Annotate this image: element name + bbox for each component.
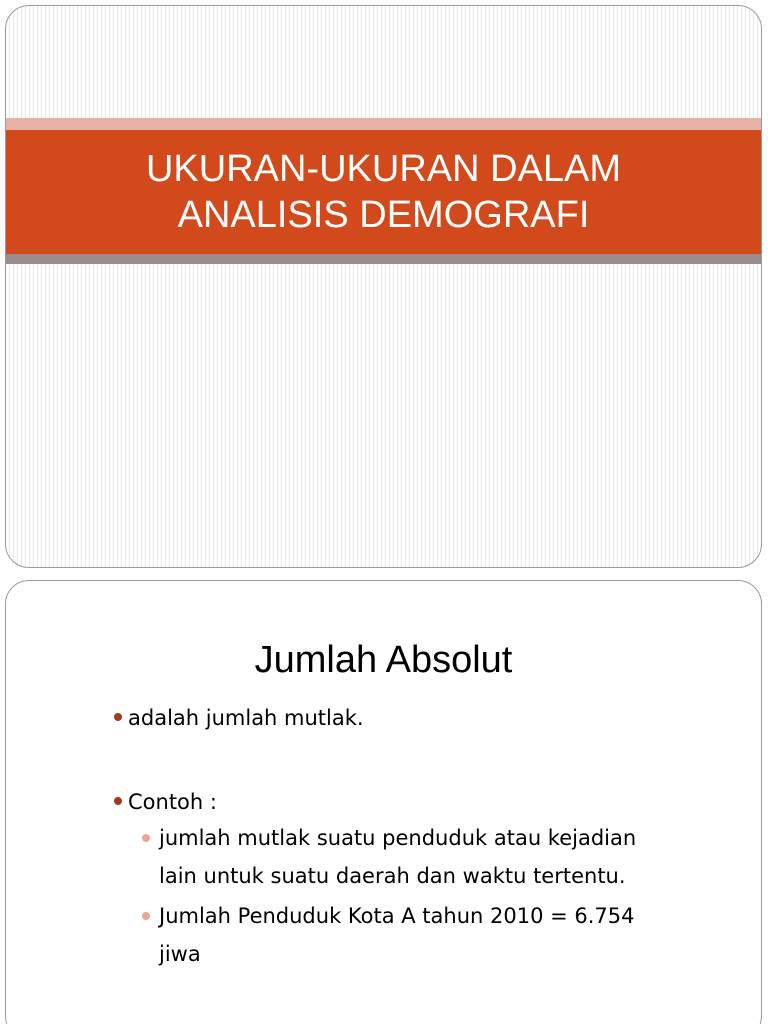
sub-bullet-text-line2: lain untuk suatu daerah dan waktu tertentu. (159, 864, 626, 888)
bullet-item (114, 787, 217, 817)
title-line-1: UKURAN-UKURAN DALAM (145, 148, 622, 190)
bullet-dot-icon (114, 797, 122, 805)
slide-heading: Jumlah Absolut (254, 639, 513, 681)
sub-bullet-item (159, 897, 749, 973)
title-band-accent-top (6, 118, 761, 130)
title-band-accent-bottom (6, 254, 761, 264)
bullet-text: Contoh : (128, 790, 217, 814)
sub-bullet-text-line1: jumlah mutlak suatu penduduk atau kejadian (159, 826, 637, 850)
title-line-2: ANALISIS DEMOGRAFI (177, 194, 590, 236)
slide-title (5, 5, 762, 568)
sub-bullet-item (159, 819, 749, 895)
bullet-item (114, 703, 364, 733)
sub-bullet-text-line2: jiwa (159, 942, 201, 966)
bullet-dot-icon (114, 713, 122, 721)
sub-bullet-text-line1: Jumlah Penduduk Kota A tahun 2010 = 6.754 (159, 904, 635, 928)
slide-title-text (146, 146, 621, 238)
sub-bullet-dot-icon (142, 912, 150, 920)
bullet-text: adalah jumlah mutlak. (128, 706, 364, 730)
title-band (6, 130, 761, 254)
slide-content (5, 580, 762, 1024)
sub-bullet-dot-icon (142, 834, 150, 842)
